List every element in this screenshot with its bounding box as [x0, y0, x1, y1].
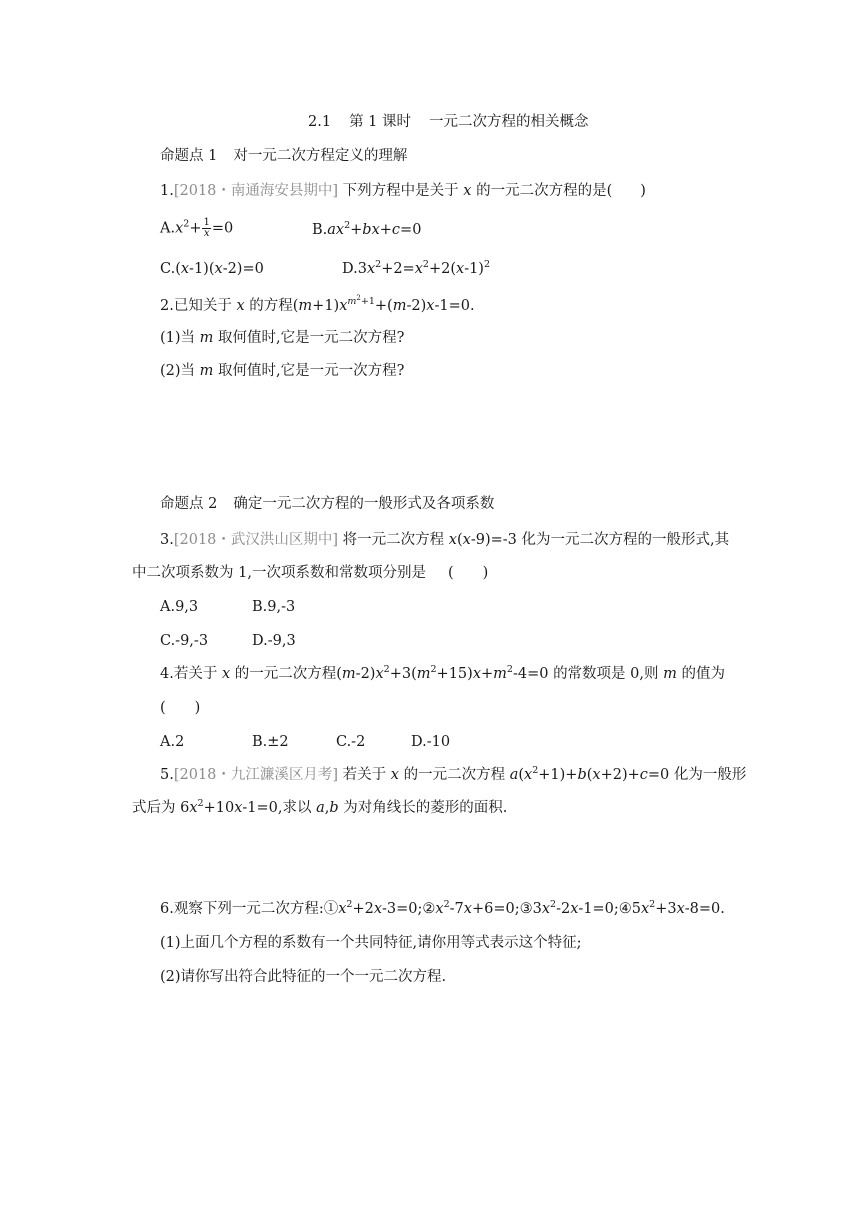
option-label: D. [342, 261, 358, 277]
question-text: 中二次项系数为 1,一次项系数和常数项分别是 [132, 565, 426, 581]
question-3-stem: 3.[2018・武汉洪山区期中] 将一元二次方程 x(x-9)=-3 化为一元二次方程的一般形式,其 [160, 532, 730, 548]
question-3-option-d: D.-9,3 [252, 633, 296, 649]
section-heading-2 [160, 494, 494, 514]
answer-paren: ) [640, 183, 646, 199]
section-name: 对一元二次方程定义的理解 [233, 148, 408, 164]
question-4-option-d: D.-10 [411, 734, 451, 750]
variable: x [463, 183, 472, 199]
question-text: 将一元二次方程 [342, 532, 445, 548]
question-1-stem [160, 181, 646, 201]
question-2-stem: 2.已知关于 x 的方程$(m+1)x^{m^2+1}+(m-2)x-1=0$. [160, 294, 475, 314]
question-4-option-b: B.±2 [252, 734, 289, 750]
question-text: 的值为 [681, 666, 725, 682]
section-label: 命题点 2 [160, 496, 218, 512]
question-text: 4.若关于 [160, 666, 218, 682]
question-6-stem: 6.观察下列一元二次方程$:①x^2+2x-3=0;②x^2-7x+6=0;③3x^2-2x-1=0;④5x^2+3x-8=0$. [160, 899, 725, 917]
option-label: B. [312, 222, 328, 238]
question-text: 下列方程中是关于 [342, 183, 459, 199]
question-text: 的一元二次方程的是( [476, 183, 613, 199]
section-label: 命题点 1 [160, 148, 218, 164]
question-5-stem: 5.[2018・九江濂溪区月考] 若关于 x 的一元二次方程 $a(x^2+1)+b(x+2)+c=0$ 化为一般形 [160, 765, 747, 783]
answer-paren: ( ) [447, 565, 489, 581]
question-text: (1)当 [160, 330, 196, 346]
question-1-option-a: $A.x^2+$ $\frac{1}{x}$ =0 [160, 217, 234, 239]
question-text: 的方程 [249, 298, 293, 314]
option-label: C. [160, 261, 176, 277]
question-3-stem-line-2 [132, 563, 488, 583]
question-number: 1. [160, 183, 174, 199]
question-text: 若关于 [342, 767, 387, 783]
question-text: 为对角线长的菱形的面积. [343, 800, 508, 816]
question-6-part-1: (1)上面几个方程的系数有一个共同特征,请你用等式表示这个特征; [160, 935, 582, 951]
question-text: ,求以 [277, 800, 312, 816]
question-text: 取何值时,它是一元一次方程? [218, 363, 405, 379]
question-source: [2018・武汉洪山区期中] [173, 532, 339, 548]
question-text: 的常数项是 0,则 [553, 666, 659, 682]
question-text: (2)当 [160, 363, 196, 379]
fraction: $\frac{1}{x}$ [203, 217, 210, 239]
question-text: 的一元二次方程 [234, 666, 337, 682]
title-number: 2.1 [308, 114, 332, 130]
question-3-option-c: C.-9,-3 [160, 633, 209, 649]
question-4-answer-paren: ( ) [160, 700, 201, 716]
question-3-option-b: B.9,-3 [252, 599, 296, 615]
page-title [308, 112, 589, 132]
question-text: 6.观察下列一元二次方程: [160, 901, 324, 917]
question-4-option-c: C.-2 [336, 734, 366, 750]
question-source: [2018・九江濂溪区月考] [173, 767, 339, 783]
section-heading-1 [160, 146, 407, 166]
option-label: A. [160, 220, 176, 237]
question-2-part-1: (1)当 m 取何值时,它是一元二次方程? [160, 330, 405, 346]
question-2-part-2: (2)当 m 取何值时,它是一元一次方程? [160, 363, 405, 379]
question-number: 3. [160, 532, 174, 548]
title-name: 一元二次方程的相关概念 [429, 114, 589, 130]
question-4-option-a: A.2 [160, 734, 185, 750]
question-1-option-b: $B.ax^2+bx+c=0$ [312, 220, 422, 238]
question-4-stem: 4.若关于 x 的一元二次方程$(m-2)x^2+3(m^2+15)x+m^2-4=0$ 的常数项是 0,则 m 的值为 [160, 664, 725, 682]
question-text: 的一元二次方程 [403, 767, 506, 783]
question-1-option-c: C.(x-1)(x-2)=0 [160, 261, 264, 277]
question-text: 式后为 [132, 800, 176, 816]
question-3-option-a: A.9,3 [160, 599, 199, 615]
question-5-stem-line-2: 式后为 $6x^2+10x-1=0$,求以 a,b 为对角线长的菱形的面积. [132, 798, 508, 816]
section-name: 确定一元二次方程的一般形式及各项系数 [233, 496, 495, 512]
question-source: [2018・南通海安县期中] [173, 183, 339, 199]
question-text: 化为一般形 [673, 767, 747, 783]
question-text: 2.已知关于 [160, 298, 232, 314]
question-text: 化为一元二次方程的一般形式,其 [521, 532, 730, 548]
question-6-part-2: (2)请你写出符合此特征的一个一元二次方程. [160, 969, 447, 985]
question-number: 5. [160, 767, 174, 783]
title-lesson: 第 1 课时 [349, 114, 412, 130]
question-text: 取何值时,它是一元二次方程? [218, 330, 405, 346]
question-1-option-d: $D.3x^2+2=x^2+2(x-1)^2$ [342, 259, 491, 277]
